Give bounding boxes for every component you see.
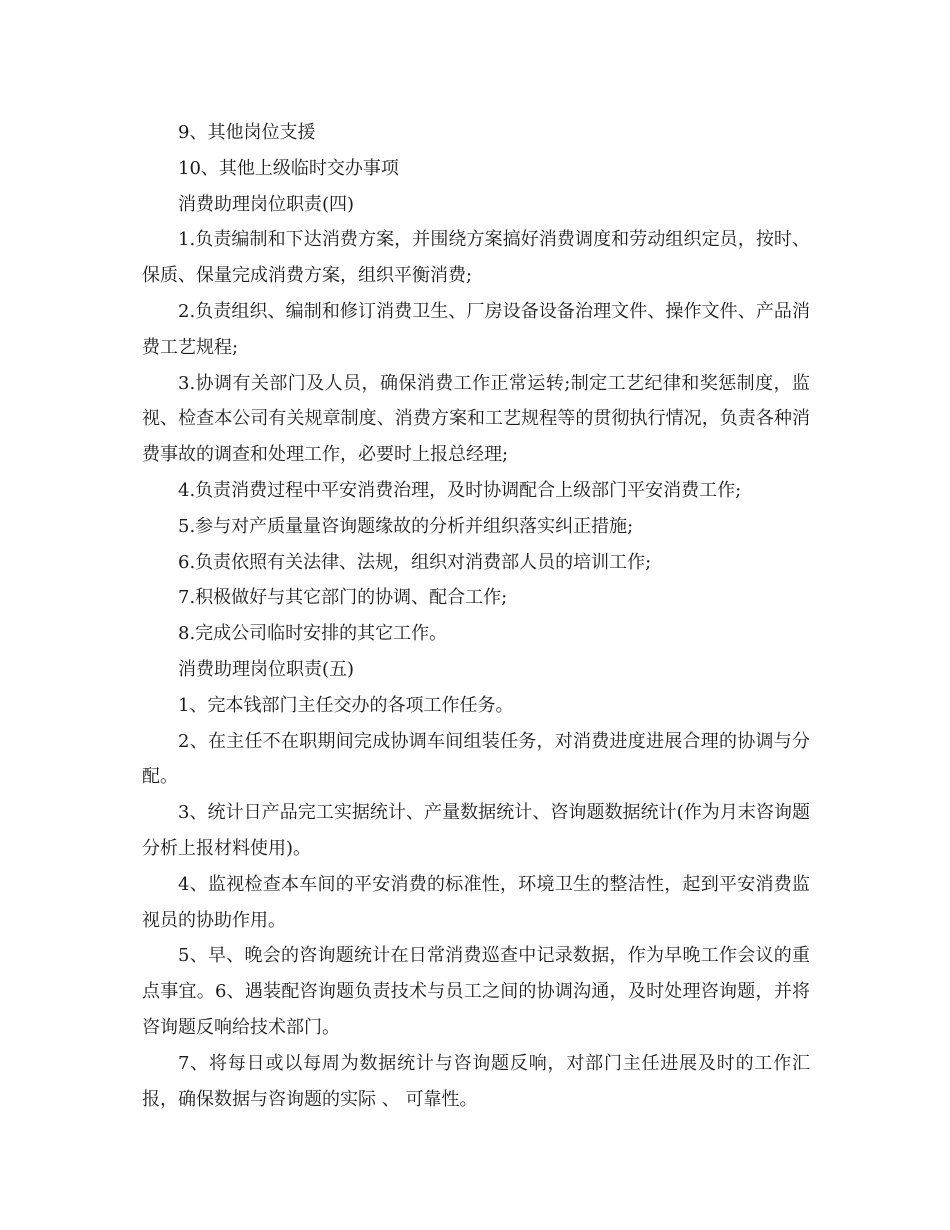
paragraph: 7、将每日或以每周为数据统计与咨询题反响，对部门主任进展及时的工作汇报，确保数据与咨询题的实际 、 可靠性。 — [142, 1052, 810, 1110]
paragraph: 5.参与对产质量量咨询题缘故的分析并组织落实纠正措施; — [178, 515, 634, 537]
paragraph: 4、监视检查本车间的平安消费的标准性，环境卫生的整洁性，起到平安消费监视员的协助作用。 — [142, 873, 810, 931]
paragraph: 3、统计日产品完工实据统计、产量数据统计、咨询题数据统计(作为月末咨询题分析上报材料使用)。 — [142, 802, 810, 859]
paragraph: 2.负责组织、编制和修订消费卫生、厂房设备设备治理文件、操作文件、产品消费工艺规程; — [142, 300, 810, 358]
paragraph: 1.负责编制和下达消费方案，并围绕方案搞好消费调度和劳动组织定员，按时、保质、保量完成消费方案，组织平衡消费; — [142, 229, 810, 287]
paragraph: 9、其他岗位支援 — [178, 122, 316, 143]
paragraph: 1、完本钱部门主任交办的各项工作任务。 — [178, 694, 514, 716]
paragraph: 4.负责消费过程中平安消费治理，及时协调配合上级部门平安消费工作; — [178, 479, 742, 501]
section-heading: 消费助理岗位职责(四) — [178, 193, 355, 215]
paragraph: 5、早、晚会的咨询题统计在日常消费巡查中记录数据，作为早晚工作会议的重点事宜。6、遇装配咨询题负责技术与员工之间的协调沟通，及时处理咨询题，并将咨询题反响给技术部门。 — [142, 945, 810, 1038]
paragraph: 3.协调有关部门及人员，确保消费工作正常运转;制定工艺纪律和奖惩制度，监视、检查本公司有关规章制度、消费方案和工艺规程等的贯彻执行情况，负责各种消费事故的调查和处理工作，必要时上报总经理; — [142, 372, 810, 466]
paragraph: 6.负责依照有关法律、法规，组织对消费部人员的培训工作; — [178, 551, 652, 573]
paragraph: 2、在主任不在职期间完成协调车间组装任务，对消费进度进展合理的协调与分配。 — [142, 730, 810, 788]
paragraph: 8.完成公司临时安排的其它工作。 — [178, 623, 448, 645]
document-body — [142, 115, 810, 1117]
section-heading: 消费助理岗位职责(五) — [178, 658, 355, 680]
paragraph: 10、其他上级临时交办事项 — [178, 157, 399, 179]
paragraph: 7.积极做好与其它部门的协调、配合工作; — [178, 587, 508, 609]
